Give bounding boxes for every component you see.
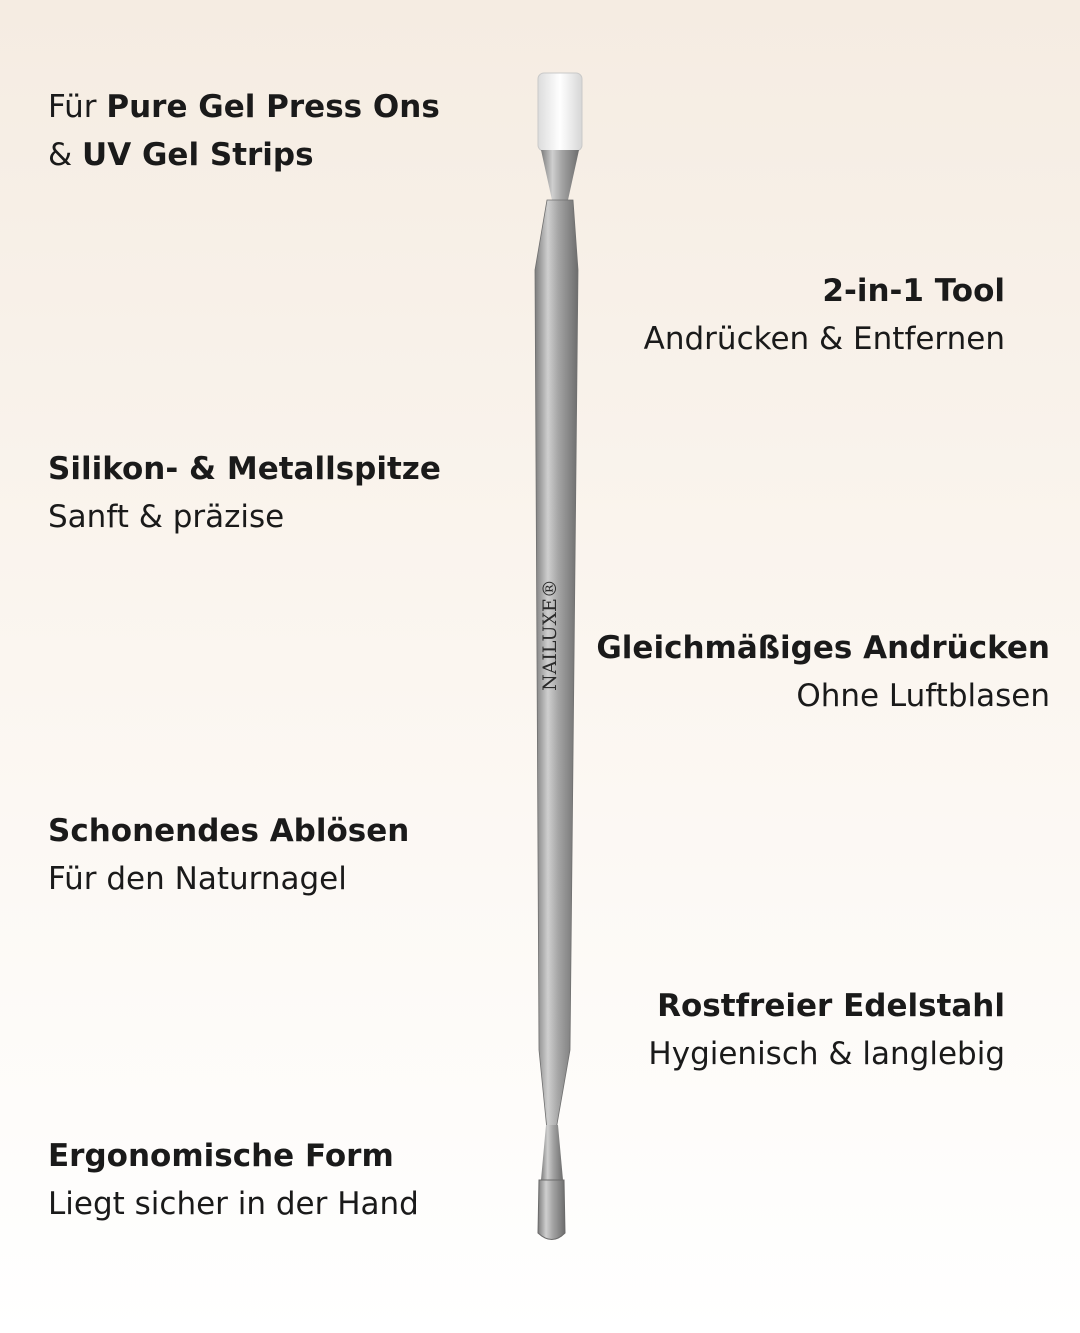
feature-subtitle: Andrücken & Entfernen [643,321,1005,357]
feature-subtitle: Hygienisch & langlebig [648,1036,1005,1072]
feature-title: Schonendes Ablösen [48,813,410,849]
silicone-tip [538,73,582,151]
metal-spatula-tip [538,1180,565,1240]
feature-title: 2-in-1 Tool [822,273,1005,309]
header-line2-prefix: & [48,137,83,173]
feature-title: Gleichmäßiges Andrücken [596,630,1050,666]
tool-neck [541,150,579,200]
feature-subtitle: Sanft & präzise [48,499,285,535]
header-line1-bold: Pure Gel Press Ons [106,89,440,125]
header-line2-bold: UV Gel Strips [82,137,314,173]
tool-lower-neck [541,1125,563,1180]
feature-title: Rostfreier Edelstahl [657,988,1005,1024]
feature-title: Ergonomische Form [48,1138,394,1174]
feature-subtitle: Liegt sicher in der Hand [48,1186,419,1222]
feature-subtitle: Ohne Luftblasen [796,678,1050,714]
feature-title: Silikon- & Metallspitze [48,451,441,487]
feature-subtitle: Für den Naturnagel [48,861,347,897]
header-line1-prefix: Für [48,89,107,125]
brand-engraving: NAILUXE® [539,579,561,691]
